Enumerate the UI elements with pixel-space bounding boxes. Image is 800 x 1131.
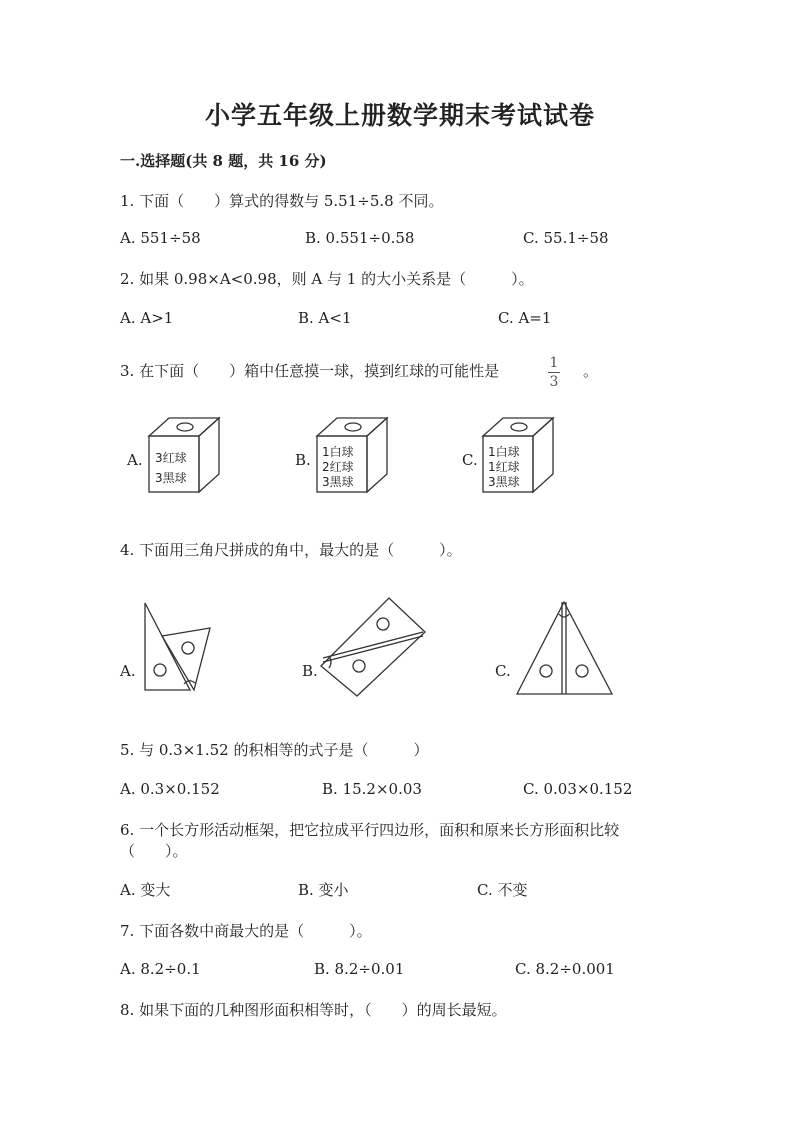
q3-option-a: A. bbox=[127, 451, 143, 469]
box-side-face bbox=[367, 418, 387, 492]
q2-option-c: C. A=1 bbox=[498, 309, 552, 327]
q7-option-b: B. 8.2÷0.01 bbox=[314, 960, 405, 978]
question-4: 4. 下面用三角尺拼成的角中，最大的是（ ）。 bbox=[120, 541, 462, 559]
q4-option-c: C. bbox=[495, 662, 511, 680]
fraction-numerator: 1 bbox=[549, 355, 559, 371]
set-square-right bbox=[162, 628, 210, 690]
q5-option-c: C. 0.03×0.152 bbox=[523, 780, 633, 798]
box-b-label-3: 3黑球 bbox=[322, 475, 354, 489]
box-side-face bbox=[199, 418, 219, 492]
question-3: 3. 在下面（ ）箱中任意摸一球，摸到红球的可能性是 bbox=[120, 362, 500, 380]
rectangle-outline bbox=[321, 598, 425, 696]
triangle-outline bbox=[517, 602, 612, 694]
q7-option-a: A. 8.2÷0.1 bbox=[120, 960, 201, 978]
q4-option-b: B. bbox=[302, 662, 318, 680]
q5-option-a: A. 0.3×0.152 bbox=[120, 780, 220, 798]
set-square-hole bbox=[154, 664, 166, 676]
box-c-label-1: 1白球 bbox=[488, 445, 520, 459]
q3-option-c: C. bbox=[462, 451, 478, 469]
q4-option-a: A. bbox=[120, 662, 136, 680]
set-square-hole bbox=[353, 660, 365, 672]
box-a-label-2: 3黑球 bbox=[155, 471, 187, 485]
fraction-bar bbox=[548, 372, 560, 373]
q3-option-b: B. bbox=[295, 451, 311, 469]
box-c-label-3: 3黑球 bbox=[488, 475, 520, 489]
q1-option-b: B. 0.551÷0.58 bbox=[305, 229, 415, 247]
box-hole bbox=[511, 423, 527, 431]
set-square-hole bbox=[576, 665, 588, 677]
box-hole bbox=[345, 423, 361, 431]
ball-box-b bbox=[313, 414, 393, 496]
q2-option-a: A. A>1 bbox=[120, 309, 174, 327]
diagonal-line bbox=[323, 632, 423, 658]
q3-tail: 。 bbox=[583, 362, 599, 380]
section-heading: 一.选择题(共 8 题，共 16 分) bbox=[120, 152, 327, 170]
box-b-label-2: 2红球 bbox=[322, 460, 354, 474]
fraction-one-third bbox=[548, 352, 560, 389]
q7-option-c: C. 8.2÷0.001 bbox=[515, 960, 615, 978]
question-5: 5. 与 0.3×1.52 的积相等的式子是（ ） bbox=[120, 741, 429, 759]
box-side-face bbox=[533, 418, 553, 492]
q5-option-b: B. 15.2×0.03 bbox=[322, 780, 422, 798]
fraction-denominator: 3 bbox=[549, 374, 559, 390]
question-2: 2. 如果 0.98×A<0.98，则 A 与 1 的大小关系是（ ）。 bbox=[120, 270, 534, 288]
page-title: 小学五年级上册数学期末考试试卷 bbox=[204, 101, 595, 130]
set-square-hole bbox=[182, 642, 194, 654]
box-hole bbox=[177, 423, 193, 431]
q1-option-a: A. 551÷58 bbox=[120, 229, 201, 247]
ball-box-a bbox=[145, 414, 225, 496]
set-square-hole bbox=[540, 665, 552, 677]
box-a-label-1: 3红球 bbox=[155, 451, 187, 465]
question-7: 7. 下面各数中商最大的是（ ）。 bbox=[120, 922, 372, 940]
angle-arc bbox=[329, 656, 331, 668]
question-1: 1. 下面（ ）算式的得数与 5.51÷5.8 不同。 bbox=[120, 192, 444, 210]
set-square-figure-b bbox=[315, 592, 430, 700]
angle-arc bbox=[559, 614, 569, 617]
q6-option-a: A. 变大 bbox=[120, 881, 171, 899]
q6-option-b: B. 变小 bbox=[298, 881, 349, 899]
q2-option-b: B. A<1 bbox=[298, 309, 352, 327]
q6-option-c: C. 不变 bbox=[477, 881, 528, 899]
q1-option-c: C. 55.1÷58 bbox=[523, 229, 609, 247]
ball-box-c bbox=[479, 414, 559, 496]
box-b-label-1: 1白球 bbox=[322, 445, 354, 459]
question-8: 8. 如果下面的几种图形面积相等时，（ ）的周长最短。 bbox=[120, 1001, 507, 1019]
question-6-continued: （ ）。 bbox=[120, 842, 188, 860]
box-c-label-2: 1红球 bbox=[488, 460, 520, 474]
set-square-figure-a bbox=[140, 598, 220, 698]
set-square-hole bbox=[377, 618, 389, 630]
set-square-figure-c bbox=[512, 598, 617, 698]
question-6: 6. 一个长方形活动框架，把它拉成平行四边形，面积和原来长方形面积比较 bbox=[120, 821, 620, 839]
